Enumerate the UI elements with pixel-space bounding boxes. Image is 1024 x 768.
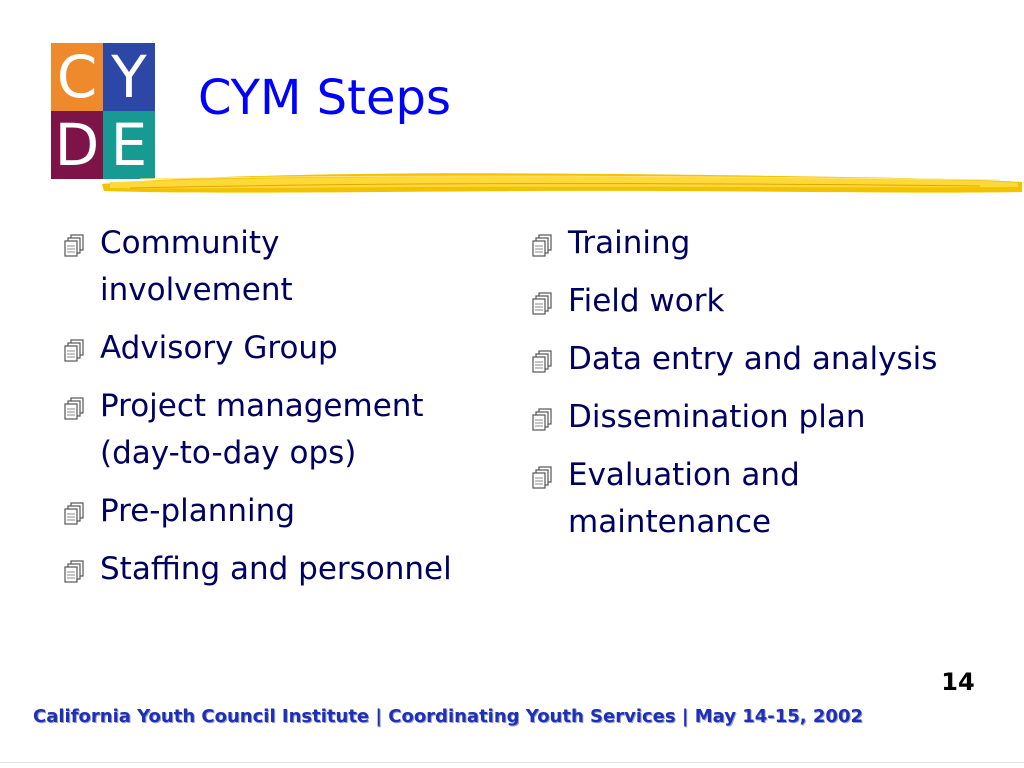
slide-title: CYM Steps <box>198 70 451 126</box>
stacked-pages-icon <box>62 502 86 528</box>
list-item <box>60 383 480 477</box>
left-bullet-list <box>60 220 480 604</box>
logo-letter-d: D <box>51 111 103 179</box>
bullet-text: Project management (day-to-day ops) <box>100 388 424 471</box>
cyde-logo <box>51 43 155 179</box>
stacked-pages-icon <box>62 339 86 365</box>
stacked-pages-icon <box>62 560 86 586</box>
stacked-pages-icon <box>530 466 554 492</box>
list-item <box>60 220 480 314</box>
list-item <box>528 278 958 325</box>
bullet-text: Pre-planning <box>100 493 295 529</box>
bottom-divider <box>0 762 1024 763</box>
bullet-text: Evaluation and maintenance <box>568 457 800 540</box>
footer-text: California Youth Council Institute | Coordinating Youth Services | May 14-15, 2002 <box>33 706 863 727</box>
slide-number: 14 <box>941 668 975 696</box>
stacked-pages-icon <box>530 234 554 260</box>
stacked-pages-icon <box>530 408 554 434</box>
list-item <box>60 546 480 593</box>
list-item <box>528 394 958 441</box>
title-underline-stroke <box>100 164 1024 200</box>
list-item <box>60 325 480 372</box>
bullet-text: Data entry and analysis <box>568 341 938 377</box>
stacked-pages-icon <box>530 350 554 376</box>
bullet-text: Staffing and personnel <box>100 551 452 587</box>
list-item <box>528 336 958 383</box>
bullet-text: Dissemination plan <box>568 399 866 435</box>
stacked-pages-icon <box>62 397 86 423</box>
logo-letter-y: Y <box>103 43 155 111</box>
right-bullet-list <box>528 220 958 557</box>
list-item <box>528 220 958 267</box>
logo-letter-c: C <box>51 43 103 111</box>
bullet-text: Field work <box>568 283 725 319</box>
logo-letter-e: E <box>103 111 155 179</box>
list-item <box>528 452 958 546</box>
stacked-pages-icon <box>62 234 86 260</box>
bullet-text: Community involvement <box>100 225 293 308</box>
bullet-text: Training <box>568 225 691 261</box>
stacked-pages-icon <box>530 292 554 318</box>
list-item <box>60 488 480 535</box>
bullet-text: Advisory Group <box>100 330 338 366</box>
